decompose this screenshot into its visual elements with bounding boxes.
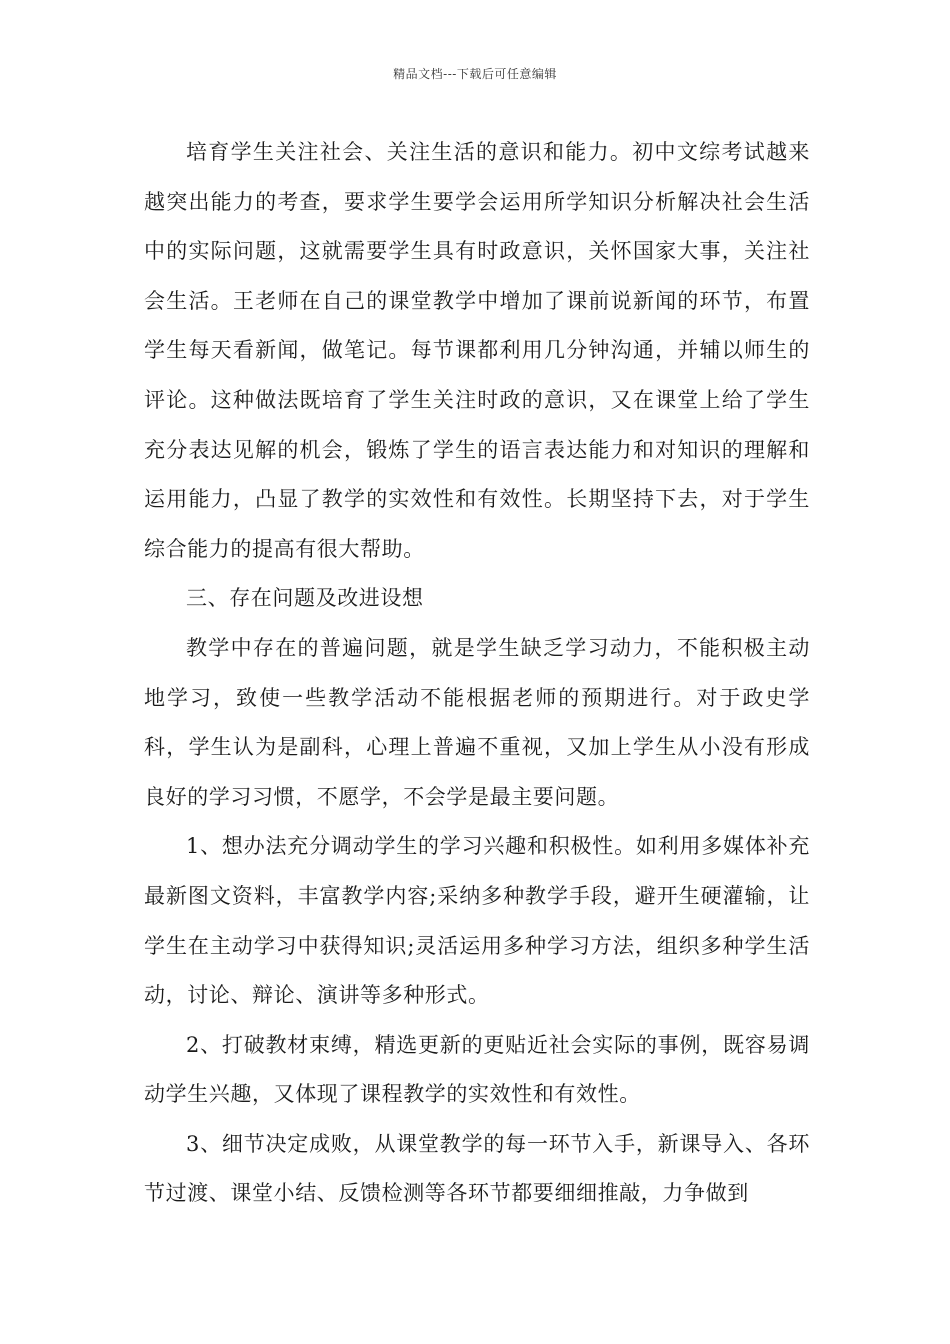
section-heading-problems: 三、存在问题及改进设想: [186, 586, 424, 611]
document-body: [144, 128, 810, 1219]
paragraph-civic-awareness: 培育学生关注社会、关注生活的意识和能力。初中文综考试越来越突出能力的考查，要求学生要学会运用所学知识分析解决社会生活中的实际问题，这就需要学生具有时政意识，关怀国家大事，关注社会生活。王老师在自己的课堂教学中增加了课前说新闻的环节，布置学生每天看新闻，做笔记。每节课都利用几分钟沟通，并辅以师生的评论。这种做法既培育了学生关注时政的意识，又在课堂上给了学生充分表达见解的机会，锻炼了学生的语言表达能力和对知识的理解和运用能力，凸显了教学的实效性和有效性。长期坚持下去，对于学生综合能力的提高有很大帮助。: [144, 140, 810, 561]
paragraph-item-2: 2、打破教材束缚，精选更新的更贴近社会实际的事例，既容易调动学生兴趣，又体现了课程教学的实效性和有效性。: [144, 1032, 810, 1107]
paragraph-item-3: 3、细节决定成败，从课堂教学的每一环节入手，新课导入、各环节过渡、课堂小结、反馈检测等各环节都要细细推敲，力争做到: [144, 1131, 810, 1206]
paragraph-common-problems: 教学中存在的普遍问题，就是学生缺乏学习动力，不能积极主动地学习，致使一些教学活动不能根据老师的预期进行。对于政史学科，学生认为是副科，心理上普遍不重视，又加上学生从小没有形成良好的学习习惯，不愿学，不会学是最主要问题。: [144, 635, 810, 809]
paragraph-item-1: 1、想办法充分调动学生的学习兴趣和积极性。如利用多媒体补充最新图文资料，丰富教学内容;采纳多种教学手段，避开生硬灌输，让学生在主动学习中获得知识;灵活运用多种学习方法，组织多种学生活动，讨论、辩论、演讲等多种形式。: [144, 834, 810, 1008]
page-header: 精品文档---下载后可任意编辑: [393, 67, 557, 81]
